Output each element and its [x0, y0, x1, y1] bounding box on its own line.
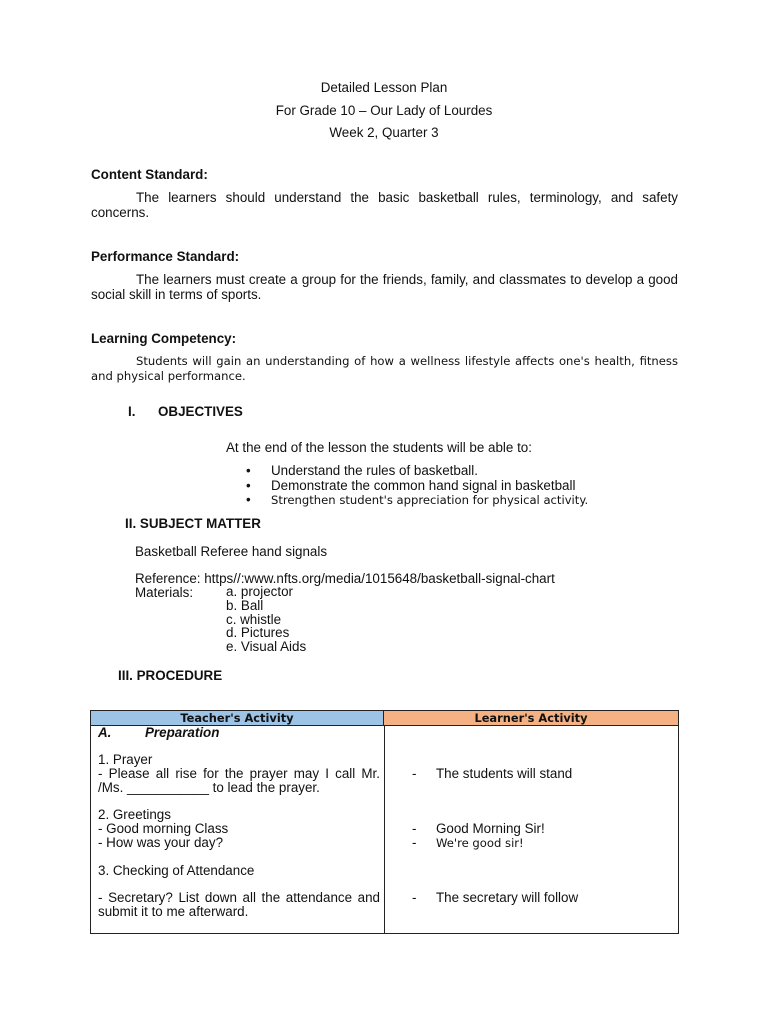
objectives-numeral: I.: [128, 404, 136, 419]
title-line-2: For Grade 10 – Our Lady of Lourdes: [275, 102, 493, 118]
bullet-icon: •: [246, 492, 251, 507]
objectives-list: [246, 464, 588, 508]
materials-label: Materials:: [135, 585, 194, 600]
dash-marker: -: [412, 766, 417, 781]
column-divider: [384, 726, 385, 933]
title-line-3: Week 2, Quarter 3: [329, 125, 439, 140]
list-item: • Strengthen student's appreciation for physical activity.: [246, 492, 589, 507]
bullet-icon: •: [246, 477, 251, 493]
objectives-heading: OBJECTIVES: [158, 404, 243, 419]
teacher-line: 2. Greetings: [98, 807, 171, 822]
dash-marker: -: [412, 821, 417, 836]
procedure-heading: III. PROCEDURE: [118, 668, 223, 683]
content-standard-text: The learners should understand the basic basketball rules, terminology, and safety concerns.: [91, 190, 678, 220]
materials-list: [226, 585, 306, 654]
section-title: Preparation: [145, 725, 220, 740]
list-item: e. Visual Aids: [226, 639, 307, 655]
document-title: [0, 77, 768, 145]
objectives-intro: At the end of the lesson the students will be able to:: [226, 440, 532, 455]
content-standard-heading: Content Standard:: [91, 167, 208, 182]
learning-competency-heading: Learning Competency:: [91, 331, 237, 346]
teacher-line: 1. Prayer: [98, 752, 153, 767]
teacher-activity-header: Teacher's Activity: [91, 711, 384, 726]
teacher-line: submit it to me afterward.: [98, 904, 249, 919]
performance-standard-heading: Performance Standard:: [91, 249, 240, 264]
procedure-table: Teacher's Activity Learner's Activity A. Preparation 1. Prayer - Please all rise for the prayer may I call Mr. /Ms. ___________ to lead the prayer. 2. Greetings - Good morning Class - How was your day? 3. Checking of Attendance - Secretary? List down all the attendance and submit it to me afterward. - The students will stand - Good Morning Sir! - We're good sir! - The secretary will follow: [90, 710, 679, 934]
learning-competency-text: Students will gain an understanding of how a wellness lifestyle affects one's health, fitness and physical performance.: [91, 354, 678, 383]
learner-activity-header: Learner's Activity: [384, 711, 678, 726]
bullet-icon: •: [246, 463, 251, 478]
dash-marker: -: [412, 890, 417, 905]
title-line-1: Detailed Lesson Plan: [320, 80, 448, 95]
subject-matter-topic: Basketball Referee hand signals: [135, 544, 328, 559]
list-item: b. Ball: [226, 597, 264, 613]
list-item: • Demonstrate the common hand signal in basketball: [246, 477, 576, 493]
teacher-line: - Good morning Class: [98, 821, 229, 836]
dash-marker: -: [412, 835, 417, 850]
teacher-line: 3. Checking of Attendance: [98, 863, 255, 878]
list-item: a. projector: [226, 584, 293, 599]
section-letter: A.: [98, 725, 112, 740]
teacher-line: - Please all rise for the prayer may I call Mr.: [98, 766, 380, 781]
teacher-line: - Secretary? List down all the attendance and: [98, 890, 380, 905]
performance-standard-text: The learners must create a group for the friends, family, and classmates to develop a good social skill in terms of sports.: [91, 272, 678, 302]
teacher-line: /Ms. ___________ to lead the prayer.: [98, 780, 320, 795]
teacher-line: - How was your day?: [98, 835, 224, 850]
list-item: c. whistle: [226, 611, 282, 627]
subject-matter-heading: II. SUBJECT MATTER: [125, 516, 261, 531]
list-item: • Understand the rules of basketball.: [246, 463, 478, 478]
subject-matter-reference: Reference: https//:www.nfts.org/media/1015648/basketball-signal-chart: [135, 571, 555, 586]
list-item: d. Pictures: [226, 625, 290, 641]
